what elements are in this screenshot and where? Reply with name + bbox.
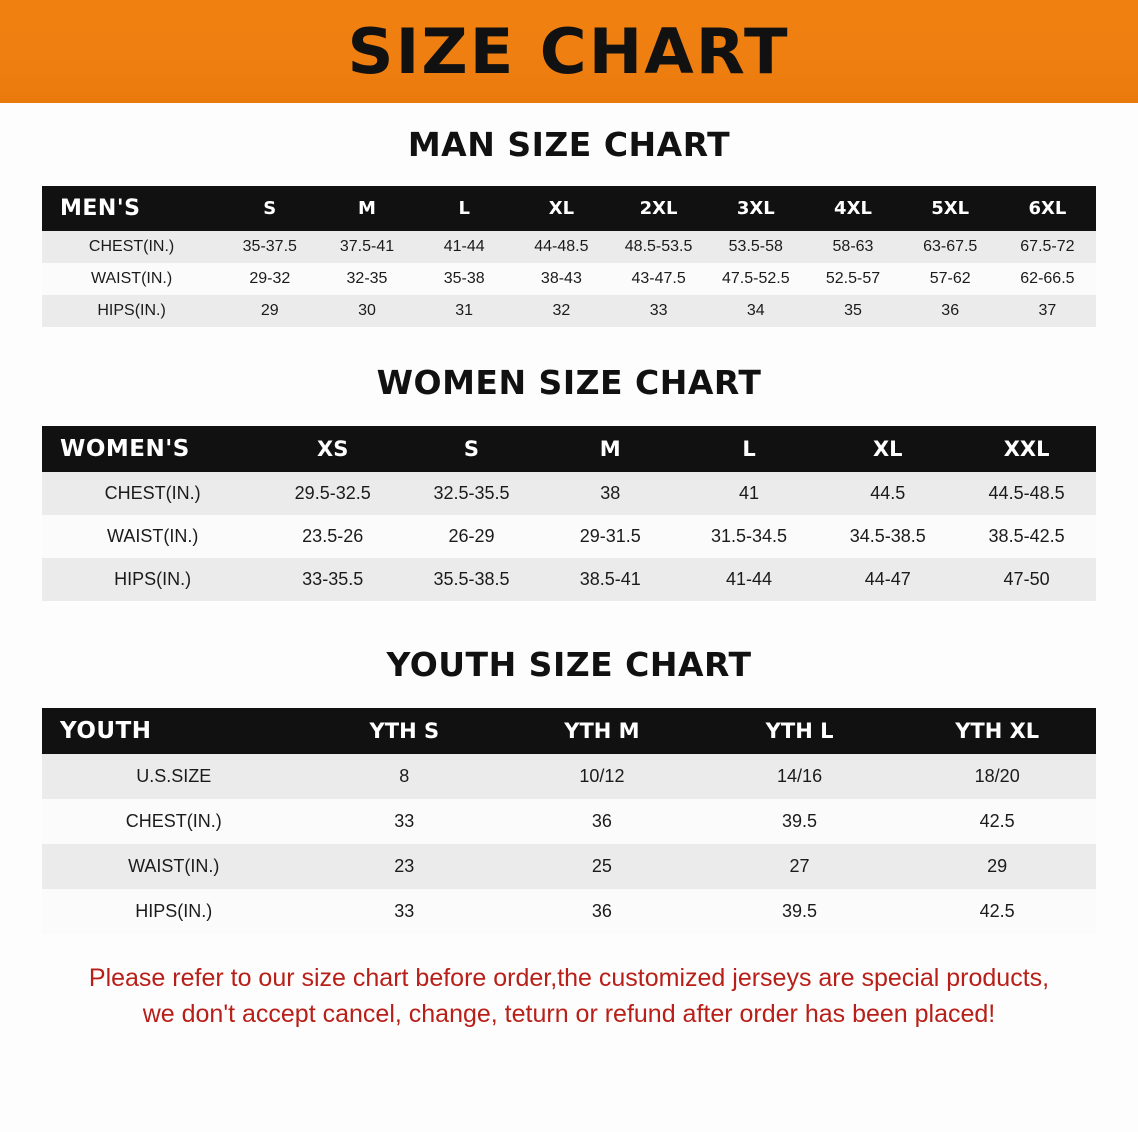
table-row	[42, 844, 1096, 889]
men-header-5xl: 5XL	[902, 186, 999, 231]
youth-hips-m: 36	[591, 901, 612, 921]
men-header-l: L	[416, 186, 513, 231]
men-hips-m: 30	[358, 302, 376, 319]
women-size-table	[42, 426, 1096, 601]
men-waist-6xl: 62-66.5	[1020, 270, 1075, 287]
youth-section-heading: YOUTH SIZE CHART	[386, 645, 752, 684]
men-header-xl: XL	[513, 186, 610, 231]
men-hips-l: 31	[455, 302, 474, 319]
table-header-row	[42, 426, 1096, 472]
women-chest-m: 38	[600, 483, 621, 503]
women-waist-l: 31.5-34.5	[710, 526, 788, 546]
youth-hips-l: 39.5	[782, 901, 818, 921]
men-waist-xl: 38-43	[540, 270, 582, 287]
men-header-m: M	[318, 186, 415, 231]
women-section-heading: WOMEN SIZE CHART	[376, 363, 762, 402]
men-chest-m: 37.5-41	[339, 238, 395, 255]
man-section-heading: MAN SIZE CHART	[407, 125, 731, 164]
men-hips-2xl: 33	[649, 302, 668, 319]
women-chest-xxl: 44.5-48.5	[988, 483, 1065, 503]
policy-note-line-1: Please refer to our size chart before order,the customized jerseys are special products,	[88, 964, 1050, 992]
table-row	[42, 799, 1096, 844]
women-header-l: L	[680, 426, 819, 472]
men-header-s: S	[221, 186, 318, 231]
men-row-label-chest: CHEST(IN.)	[88, 238, 175, 255]
man-size-table-wrapper	[42, 186, 1096, 327]
youth-row-label-chest: CHEST(IN.)	[125, 811, 222, 831]
men-header-2xl: 2XL	[610, 186, 707, 231]
men-hips-4xl: 35	[844, 302, 862, 319]
youth-header-s: YTH S	[306, 708, 504, 754]
men-waist-2xl: 43-47.5	[631, 270, 686, 287]
women-hips-m: 38.5-41	[579, 569, 641, 589]
men-hips-6xl: 37	[1038, 302, 1057, 319]
women-header-xs: XS	[263, 426, 402, 472]
men-header-6xl: 6XL	[999, 186, 1096, 231]
banner-title: SIZE CHART	[347, 14, 791, 88]
men-row-label-hips: HIPS(IN.)	[97, 302, 166, 319]
youth-row-label-ussize: U.S.SIZE	[136, 766, 212, 786]
women-hips-xs: 33-35.5	[302, 569, 364, 589]
youth-hips-xl: 42.5	[979, 901, 1015, 921]
men-chest-6xl: 67.5-72	[1020, 238, 1075, 255]
youth-waist-l: 27	[789, 856, 810, 876]
women-row-label-chest: CHEST(IN.)	[104, 483, 201, 503]
men-hips-3xl: 34	[746, 302, 765, 319]
women-chest-s: 32.5-35.5	[433, 483, 510, 503]
youth-ussize-m: 10/12	[579, 766, 625, 786]
youth-size-table-wrapper	[42, 708, 1096, 934]
men-header-4xl: 4XL	[804, 186, 901, 231]
policy-note-line-2: we don't accept cancel, change, teturn or refund after order has been placed!	[142, 1000, 996, 1029]
men-chest-s: 35-37.5	[242, 238, 297, 255]
women-header-xl: XL	[818, 426, 957, 472]
table-row	[42, 472, 1096, 515]
women-hips-l: 41-44	[725, 569, 773, 589]
women-size-table-wrapper	[42, 426, 1096, 601]
men-hips-5xl: 36	[941, 302, 960, 319]
youth-chest-l: 39.5	[782, 811, 818, 831]
table-row	[42, 558, 1096, 601]
youth-ussize-s: 8	[399, 766, 410, 786]
table-row	[42, 295, 1096, 327]
men-waist-5xl: 57-62	[929, 270, 971, 287]
men-hips-xl: 32	[552, 302, 571, 319]
youth-header-xl: YTH XL	[898, 708, 1096, 754]
table-row	[42, 515, 1096, 558]
women-row-label-waist: WAIST(IN.)	[107, 526, 199, 546]
women-chest-l: 41	[738, 483, 760, 503]
women-row-label-hips: HIPS(IN.)	[114, 569, 192, 589]
women-chest-xl: 44.5	[870, 483, 906, 503]
women-waist-s: 26-29	[448, 526, 495, 546]
men-waist-s: 29-32	[249, 270, 291, 287]
women-header-xxl: XXL	[957, 426, 1096, 472]
men-header-label: MEN'S	[42, 186, 221, 231]
table-header-row	[42, 708, 1096, 754]
women-hips-xxl: 47-50	[1003, 569, 1050, 589]
women-waist-xs: 23.5-26	[302, 526, 364, 546]
policy-note	[42, 960, 1096, 1033]
men-row-label-waist: WAIST(IN.)	[91, 270, 173, 287]
youth-waist-m: 25	[591, 856, 612, 876]
man-size-table	[42, 186, 1096, 327]
youth-header-l: YTH L	[701, 708, 899, 754]
youth-size-table	[42, 708, 1096, 934]
women-waist-xl: 34.5-38.5	[849, 526, 926, 546]
table-header-row	[42, 186, 1096, 231]
youth-ussize-l: 14/16	[777, 766, 823, 786]
women-header-s: S	[402, 426, 541, 472]
youth-row-label-hips: HIPS(IN.)	[135, 901, 213, 921]
women-header-label: WOMEN'S	[42, 426, 263, 472]
youth-chest-m: 36	[591, 811, 612, 831]
men-hips-s: 29	[260, 302, 279, 319]
table-row	[42, 889, 1096, 934]
youth-chest-s: 33	[394, 811, 415, 831]
men-waist-3xl: 47.5-52.5	[721, 270, 790, 287]
page-banner	[0, 0, 1138, 103]
youth-ussize-xl: 18/20	[974, 766, 1020, 786]
men-chest-xl: 44-48.5	[534, 238, 589, 255]
men-waist-m: 32-35	[346, 270, 388, 287]
table-row	[42, 231, 1096, 263]
men-chest-l: 41-44	[443, 238, 485, 255]
men-chest-2xl: 48.5-53.5	[624, 238, 693, 255]
youth-hips-s: 33	[394, 901, 415, 921]
women-hips-xl: 44-47	[864, 569, 911, 589]
women-waist-m: 29-31.5	[579, 526, 641, 546]
youth-waist-xl: 29	[987, 856, 1008, 876]
youth-row-label-waist: WAIST(IN.)	[128, 856, 220, 876]
women-waist-xxl: 38.5-42.5	[988, 526, 1065, 546]
men-chest-5xl: 63-67.5	[923, 238, 978, 255]
women-chest-xs: 29.5-32.5	[294, 483, 371, 503]
women-header-m: M	[541, 426, 680, 472]
men-chest-4xl: 58-63	[832, 238, 874, 255]
men-chest-3xl: 53.5-58	[728, 238, 783, 255]
men-waist-l: 35-38	[443, 270, 485, 287]
youth-header-m: YTH M	[503, 708, 701, 754]
men-waist-4xl: 52.5-57	[825, 270, 881, 287]
table-row	[42, 754, 1096, 799]
men-header-3xl: 3XL	[707, 186, 804, 231]
youth-chest-xl: 42.5	[979, 811, 1015, 831]
youth-waist-s: 23	[394, 856, 415, 876]
youth-header-label: YOUTH	[42, 708, 306, 754]
table-row	[42, 263, 1096, 295]
women-hips-s: 35.5-38.5	[433, 569, 510, 589]
